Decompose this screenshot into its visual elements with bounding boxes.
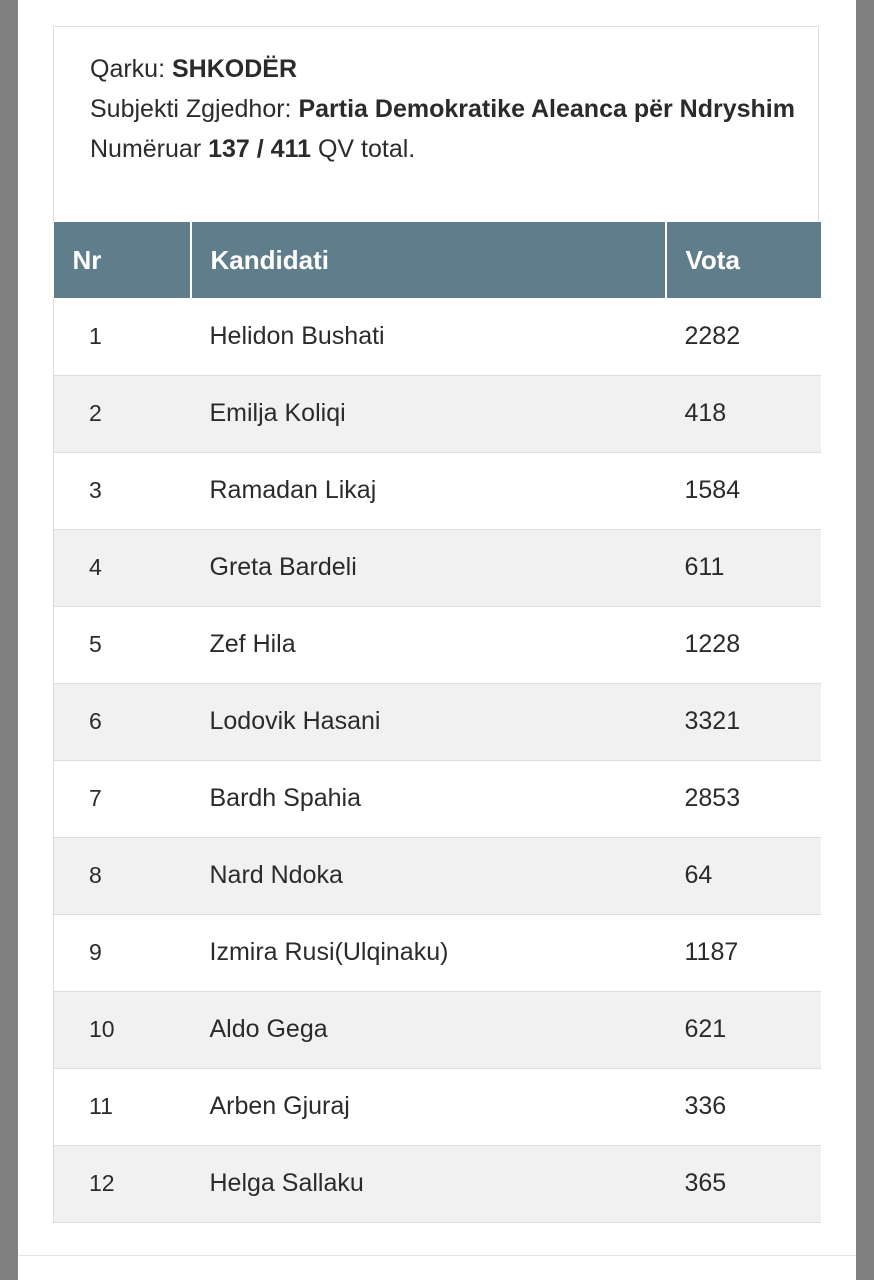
table-body xyxy=(54,298,821,1222)
row-candidate: Zef Hila xyxy=(191,606,666,683)
table-row xyxy=(54,606,821,683)
row-nr: 7 xyxy=(54,760,191,837)
header-kandidati: Kandidati xyxy=(191,222,666,298)
row-votes: 2282 xyxy=(666,298,821,375)
row-nr: 2 xyxy=(54,375,191,452)
numeruar-suffix: QV total. xyxy=(317,135,416,163)
table-row xyxy=(54,760,821,837)
table-row xyxy=(54,529,821,606)
qarku-label: Qarku: xyxy=(90,55,166,83)
row-nr: 8 xyxy=(54,837,191,914)
row-votes: 621 xyxy=(666,991,821,1068)
row-candidate: Arben Gjuraj xyxy=(191,1068,666,1145)
row-votes: 3321 xyxy=(666,683,821,760)
table-row xyxy=(54,991,821,1068)
row-candidate: Greta Bardeli xyxy=(191,529,666,606)
numeruar-value: 137 / 411 xyxy=(208,135,311,163)
table-row xyxy=(54,1068,821,1145)
table-header-row xyxy=(54,222,821,298)
subjekti-line xyxy=(90,89,818,129)
row-votes: 336 xyxy=(666,1068,821,1145)
numeruar-label: Numëruar xyxy=(90,135,202,163)
row-candidate: Bardh Spahia xyxy=(191,760,666,837)
row-votes: 2853 xyxy=(666,760,821,837)
results-modal xyxy=(18,0,856,1280)
row-candidate: Aldo Gega xyxy=(191,991,666,1068)
subjekti-value: Partia Demokratike Aleanca për Ndryshim xyxy=(298,95,795,123)
row-nr: 10 xyxy=(54,991,191,1068)
row-candidate: Helidon Bushati xyxy=(191,298,666,375)
summary-box xyxy=(53,26,819,222)
subjekti-label: Subjekti Zgjedhor: xyxy=(90,95,292,123)
row-candidate: Izmira Rusi(Ulqinaku) xyxy=(191,914,666,991)
table-row xyxy=(54,298,821,375)
row-votes: 64 xyxy=(666,837,821,914)
row-candidate: Emilja Koliqi xyxy=(191,375,666,452)
row-votes: 1228 xyxy=(666,606,821,683)
table-row xyxy=(54,914,821,991)
table-row xyxy=(54,375,821,452)
header-vota: Vota xyxy=(666,222,821,298)
row-votes: 1584 xyxy=(666,452,821,529)
row-votes: 1187 xyxy=(666,914,821,991)
row-nr: 5 xyxy=(54,606,191,683)
table-row xyxy=(54,683,821,760)
row-nr: 3 xyxy=(54,452,191,529)
row-votes: 365 xyxy=(666,1145,821,1222)
row-votes: 611 xyxy=(666,529,821,606)
row-nr: 12 xyxy=(54,1145,191,1222)
numeruar-line xyxy=(90,129,818,169)
row-nr: 11 xyxy=(54,1068,191,1145)
modal-footer-divider xyxy=(18,1255,856,1256)
table-row xyxy=(54,452,821,529)
qarku-value: SHKODËR xyxy=(171,55,297,83)
row-candidate: Nard Ndoka xyxy=(191,837,666,914)
row-nr: 6 xyxy=(54,683,191,760)
table-row xyxy=(54,837,821,914)
row-nr: 9 xyxy=(54,914,191,991)
results-table xyxy=(53,222,821,1223)
row-candidate: Lodovik Hasani xyxy=(191,683,666,760)
row-nr: 4 xyxy=(54,529,191,606)
header-nr: Nr xyxy=(54,222,191,298)
qarku-line xyxy=(90,49,818,89)
row-votes: 418 xyxy=(666,375,821,452)
table-row xyxy=(54,1145,821,1222)
row-nr: 1 xyxy=(54,298,191,375)
row-candidate: Ramadan Likaj xyxy=(191,452,666,529)
row-candidate: Helga Sallaku xyxy=(191,1145,666,1222)
